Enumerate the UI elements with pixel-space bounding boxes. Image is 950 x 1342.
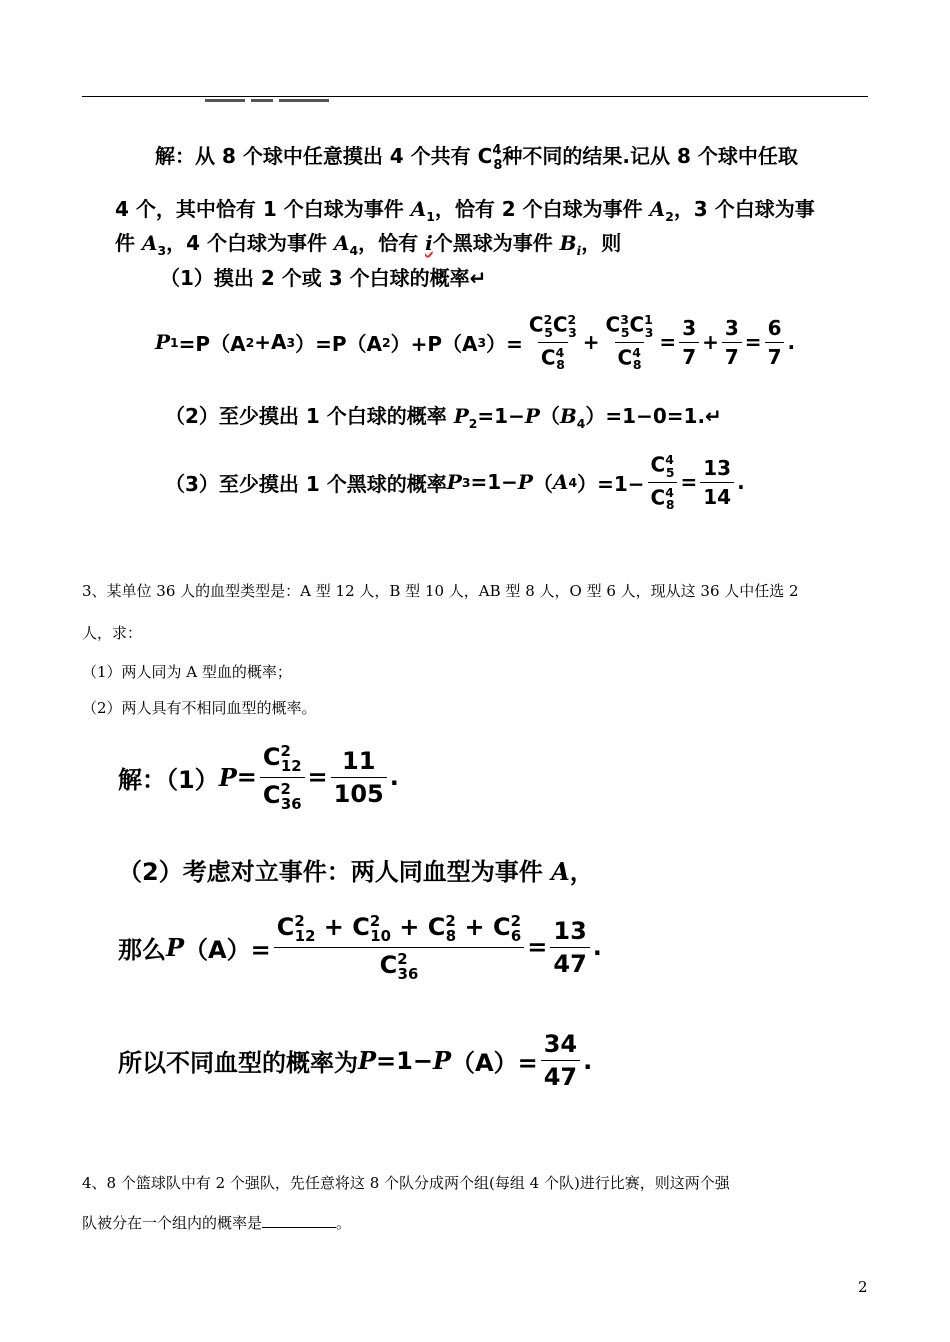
problem4-line2: 队被分在一个组内的概率是 。 [82, 1214, 352, 1232]
solution2-part2: （2）考虑对立事件：两人同血型为事件 A， [118, 857, 594, 886]
problem3-line1: 3、某单位 36 人的血型类型是：A 型 12 人，B 型 10 人，AB 型 8 人，O 型 6 人，现从这 36 人中任选 2 [82, 582, 799, 600]
solution2-part3: 那么 P （A）= $\frac{C^2_{12} + C^2_{10} + C^2_8 + C^2_6}{C^2_{36}}$ = $\frac{13}{47}$ . [118, 912, 602, 983]
solution1-part1: （1）摸出 2 个或 3 个白球的概率↵ [160, 266, 487, 290]
solution1-line1: 解：从 8 个球中任意摸出 4 个共有 $C^4_8$种不同的结果.记从 8 个球中任取 [155, 143, 798, 173]
solution2-part1: 解：（1） P = $\frac{C^2_{12}}{C^2_{36}}$ = $\frac{11}{105}$ . [118, 742, 399, 813]
fraction-sum-c36: $\frac{C^2_{12} + C^2_{10} + C^2_8 + C^2_6}{C^2_{36}}$ [274, 912, 525, 983]
solution1-line2: 4 个，其中恰有 1 个白球为事件 $A_1$，恰有 2 个白球为事件 $A_2$，3 个白球为事 [115, 197, 815, 224]
page-number: 2 [858, 1278, 868, 1296]
problem3-question1: （1）两人同为 A 型血的概率； [82, 663, 292, 681]
solution1-equation1: P 1 =P（A 2 +A 3 ）=P（A 2 ）+P（A 3 ）= $\frac{C^2_5C^2_3}{C^4_8}$ + $\frac{C^3_5C^1_3}{C^4_8}$ = $\frac{3}{7}$ + $\frac{3}{7}$ = $\frac{6}{7}$ . [155, 312, 796, 373]
fraction-11-105: $\frac{11}{105}$ [331, 747, 387, 808]
solution1-line3: 件 $A_3$，4 个白球为事件 $A_4$，恰有 i个黑球为事件 $B_i$，则 [115, 231, 622, 258]
fraction-13-47: $\frac{13}{47}$ [550, 917, 589, 978]
solution1-part3: （3）至少摸出 1 个黑球的概率 P 3 =1− P （ A 4 ）=1− $\frac{C^4_5}{C^4_8}$ = $\frac{13}{14}$ . [165, 452, 745, 513]
fraction-13-14: $\frac{13}{14}$ [700, 456, 734, 509]
fraction-c53c31-c84: $\frac{C^3_5C^1_3}{C^4_8}$ [605, 312, 654, 373]
fraction-c52c32-c84: $\frac{C^2_5C^2_3}{C^4_8}$ [528, 312, 577, 373]
problem4-line1: 4、8 个篮球队中有 2 个强队，先任意将这 8 个队分成两个组(每组 4 个队)进行比赛，则这两个强 [82, 1174, 730, 1192]
fraction-c54-c84: $\frac{C^4_5}{C^4_8}$ [648, 452, 678, 512]
fraction-6-7: $\frac{6}{7}$ [765, 316, 785, 369]
cropped-text-fragment [205, 99, 375, 105]
solution1-part2: （2）至少摸出 1 个白球的概率 $P_2=1-P(B_4)=1-0=1.↵$ [165, 404, 722, 431]
fraction-3-7: $\frac{3}{7}$ [679, 316, 699, 369]
fraction-c12-c36: $\frac{C^2_{12}}{C^2_{36}}$ [260, 742, 305, 813]
solution2-part4: 所以不同血型的概率为 P =1− P （A）= $\frac{34}{47}$ . [118, 1030, 593, 1091]
fraction-34-47: $\frac{34}{47}$ [541, 1030, 580, 1091]
fraction-3-7-b: $\frac{3}{7}$ [722, 316, 742, 369]
header-rule [82, 96, 868, 97]
problem3-question2: （2）两人具有不相同血型的概率。 [82, 699, 317, 717]
problem3-line2: 人，求： [82, 624, 143, 642]
answer-blank[interactable] [262, 1213, 336, 1228]
